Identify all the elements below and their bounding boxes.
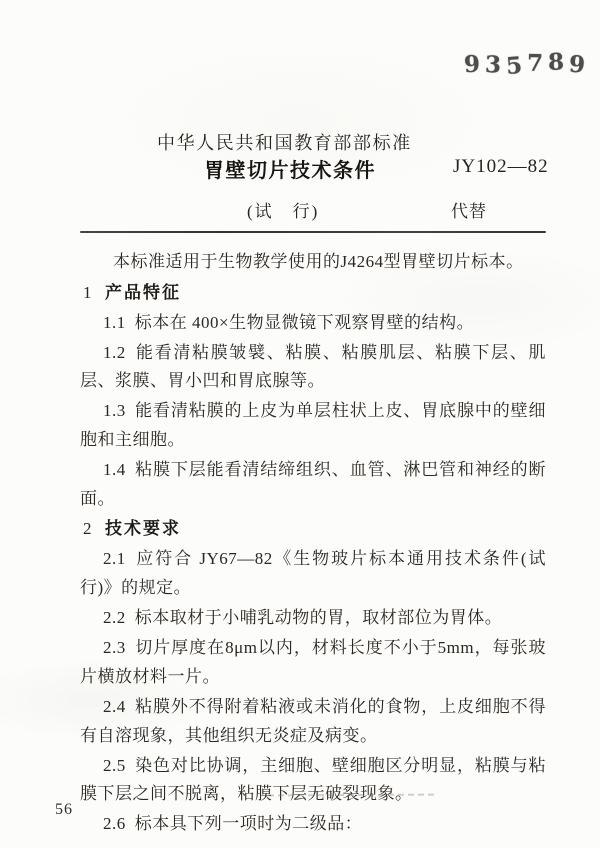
clause-1.4: 1.4 粘膜下层能看清结缔组织、血管、淋巴管和神经的断面。 xyxy=(80,460,546,508)
clause-2.2: 2.2 标本取材于小哺乳动物的胃，取材部位为胃体。 xyxy=(103,608,503,628)
clause-2.3: 2.3 切片厚度在8μm以内，材料长度不小于5mm，每张玻片横放材料一片。 xyxy=(80,638,546,686)
section-heading-2: 2 技术要求 xyxy=(83,519,181,539)
clause-1.3: 1.3 能看清粘膜的上皮为单层柱状上皮、胃底腺中的壁细胞和主细胞。 xyxy=(80,401,546,450)
clause-2.4: 2.4 粘膜外不得附着粘液或未消化的食物，上皮细胞不得有自溶现象，其他组织无炎症及病变。 xyxy=(80,696,546,745)
page-number: 56 xyxy=(55,801,73,818)
sections-container xyxy=(80,279,546,839)
document-body xyxy=(80,248,546,840)
document-title: 胃壁切片技术条件 xyxy=(204,160,376,182)
stamp-number: 935789 xyxy=(463,48,592,80)
clause-2.6: 2.6 标本具下列一项时为二级品： xyxy=(103,814,363,834)
section-heading-1: 1 产品特征 xyxy=(83,282,181,302)
scope-paragraph: 本标准适用于生物教学使用的J4264型胃壁切片标本。 xyxy=(113,252,524,271)
standard-number: JY102—82 xyxy=(453,156,549,177)
clause-2.1: 2.1 应符合 JY67—82《生物玻片标本通用技术条件(试行)》的规定。 xyxy=(80,549,546,598)
replaces-label: 代替 xyxy=(451,202,487,221)
trial-label: (试 行) xyxy=(247,202,320,221)
clause-1.1: 1.1 标本在 400×生物显微镜下观察胃壁的结构。 xyxy=(103,312,475,332)
standard-authority-line: 中华人民共和国教育部部标准 xyxy=(157,133,412,153)
clause-2.5: 2.5 染色对比协调，主细胞、壁细胞区分明显，粘膜与粘膜下层之间不脱离，粘膜下层无破裂现象。 xyxy=(80,755,546,804)
clause-1.2: 1.2 能看清粘膜皱襞、粘膜、粘膜肌层、粘膜下层、肌层、浆膜、胃小凹和胃底腺等。 xyxy=(80,342,546,391)
header-divider xyxy=(80,231,546,233)
